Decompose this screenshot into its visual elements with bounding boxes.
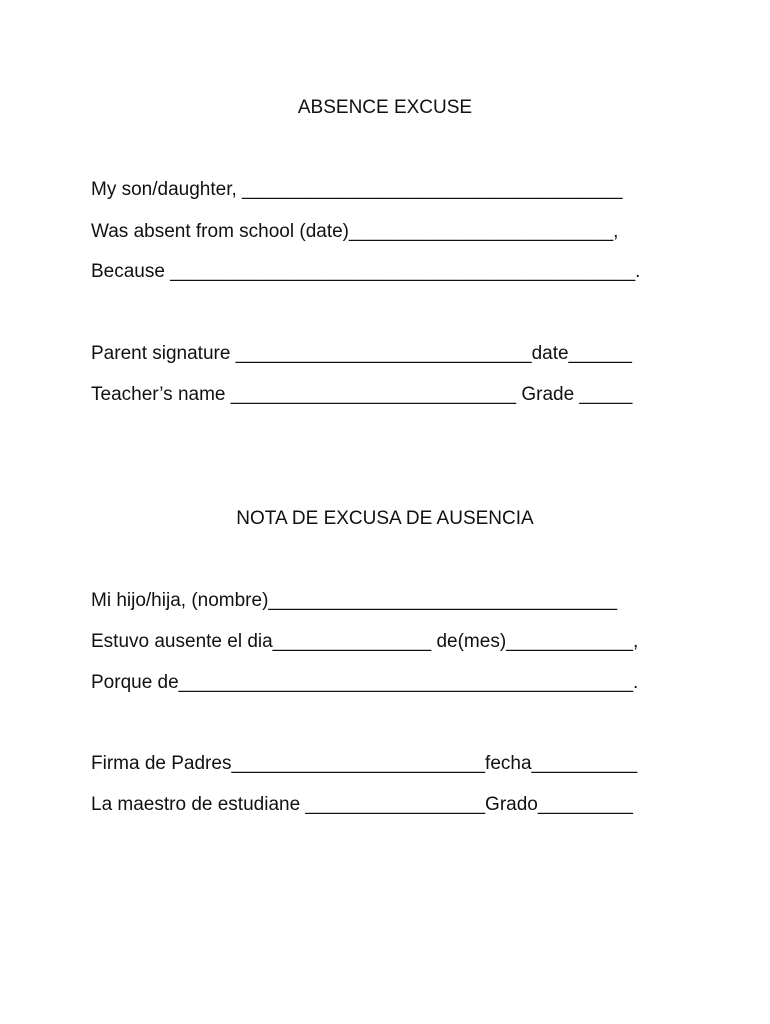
because-line: Because ____________________________________________.	[91, 261, 641, 282]
hijo-hija-line: Mi hijo/hija, (nombre)_________________________________	[91, 590, 618, 611]
son-daughter-line: My son/daughter, ____________________________________	[91, 179, 623, 200]
porque-line: Porque de___________________________________________.	[91, 672, 639, 693]
teacher-name-line: Teacher’s name ___________________________ Grade _____	[91, 384, 633, 405]
spanish-title: NOTA DE EXCUSA DE AUSENCIA	[236, 508, 534, 529]
english-title: ABSENCE EXCUSE	[297, 97, 473, 118]
parent-signature-line: Parent signature ____________________________date______	[91, 343, 632, 364]
ausente-dia-line: Estuvo ausente el dia_______________ de(mes)____________,	[91, 631, 639, 652]
absent-date-line: Was absent from school (date)_________________________,	[91, 221, 619, 242]
maestro-line: La maestro de estudiane _________________Grado_________	[91, 794, 633, 815]
firma-padres-line: Firma de Padres________________________fecha__________	[91, 753, 638, 774]
